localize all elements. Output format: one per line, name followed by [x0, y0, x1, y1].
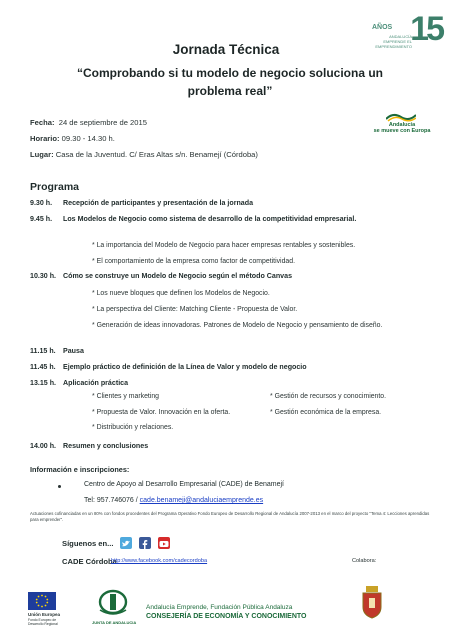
cade-label: CADE Córdoba [62, 557, 117, 566]
contact-phone: Tel: 957.746076 / [84, 497, 140, 504]
program-entry: Ejemplo práctico de definición de la Línea de Valor y modelo de negocio [63, 363, 307, 371]
program-entry: Cómo se construye un Modelo de Negocio según el método Canvas [63, 272, 293, 280]
page-subtitle: “Comprobando si tu modelo de negocio soluciona un problema real” [76, 66, 383, 98]
facebook-icon[interactable] [139, 537, 151, 549]
logo-anos-text: AÑOS [372, 24, 393, 31]
program-time: 13.15 h. [30, 379, 57, 387]
youtube-icon[interactable] [158, 537, 170, 549]
funding-note: Actuaciones cofinanciadas en un 80% con fondos procedentes del Programa Operativo Fondo Europeo de Desarrollo Regional de Andalucía 2007-2013 en el marco del proyecto "Tema 4: Lecciones aprendidas para emprender". [30, 511, 430, 522]
place-line [30, 150, 258, 159]
eu-label: Unión Europea [28, 612, 61, 617]
program-bullet: * Los nueve bloques que definen los Modelos de Negocio. [92, 290, 270, 297]
schedule-value: 09.30 - 14.30 h. [61, 134, 115, 143]
contact-email-link[interactable]: cade.benameji@andaluciaemprende.es [139, 497, 264, 504]
program-bullet: * La perspectiva del Cliente: Matching Cliente - Propuesta de Valor. [92, 306, 298, 313]
twitter-icon[interactable] [120, 537, 132, 549]
program-time: 11.15 h. [30, 347, 56, 355]
bullet-dot [58, 485, 61, 488]
cade-facebook-link[interactable]: http://www.facebook.com/cadecordoba [111, 558, 208, 564]
colabora-label: Colabora: [352, 558, 377, 564]
schedule-line [30, 134, 115, 143]
program-bullet: * El comportamiento de la empresa como factor de competitividad. [92, 258, 295, 265]
logo-subtext: ANDALUCÍA EMPRENDE EL EMPRENDIMIENTO [375, 34, 412, 49]
program-bullet: * Gestión económica de la empresa. [270, 409, 382, 416]
date-label: Fecha: [30, 118, 55, 127]
footer-line2: CONSEJERÍA DE ECONOMÍA Y CONOCIMIENTO [146, 613, 307, 620]
program-bullet: * Gestión de recursos y conocimiento. [270, 393, 387, 400]
place-label: Lugar: [30, 150, 54, 159]
andalucia-logo-line2: se mueve con Europa [373, 128, 431, 134]
program-time: 10.30 h. [30, 272, 57, 280]
program-time: 9.30 h. [30, 199, 53, 207]
page-title: Jornada Técnica [172, 42, 280, 57]
program-bullet: * Propuesta de Valor. Innovación en la oferta. [92, 409, 231, 416]
program-entry: Pausa [63, 347, 84, 355]
program-heading: Programa [30, 181, 80, 193]
andalucia-logo-line1: Andalucía [388, 122, 416, 128]
program-entry: Recepción de participantes y presentación de la jornada [63, 199, 254, 207]
eu-sublabel: Fondo Europeo de Desarrollo Regional [28, 618, 58, 626]
program-bullet: * Clientes y marketing [92, 393, 160, 400]
eu-flag-icon [28, 592, 56, 610]
social-label: Síguenos en... [62, 539, 114, 548]
benameji-crest-icon [360, 585, 384, 619]
andalucia-europa-logo [372, 112, 432, 142]
program-entry: Resumen y conclusiones [63, 442, 149, 450]
program-time: 11.45 h. [30, 363, 56, 371]
logo-number: 15 [410, 10, 442, 48]
program-bullet: * La importancia del Modelo de Negocio para hacer empresas rentables y sostenibles. [92, 242, 356, 249]
contact-heading: Información e inscripciones: [30, 465, 130, 474]
junta-label: JUNTA DE ANDALUCIA [92, 620, 137, 625]
program-bullet: * Generación de ideas innovadoras. Patrones de Modelo de Negocio y pensamiento de diseño. [92, 322, 383, 329]
contact-phone-line [84, 497, 263, 504]
footer-line1: Andalucía Emprende, Fundación Pública Andaluza [146, 604, 293, 611]
contact-centre: Centro de Apoyo al Desarrollo Empresarial (CADE) de Benamejí [84, 481, 284, 488]
program-entry: Los Modelos de Negocio como sistema de desarrollo de la competitividad empresarial. [63, 215, 357, 223]
program-time: 9.45 h. [30, 215, 53, 223]
schedule-label: Horario: [30, 134, 60, 143]
program-bullet: * Distribución y relaciones. [92, 424, 174, 431]
program-time: 14.00 h. [30, 442, 57, 450]
wave-icon [386, 112, 416, 122]
date-line [30, 118, 147, 127]
date-value: 24 de septiembre de 2015 [58, 118, 147, 127]
place-value: Casa de la Juventud. C/ Eras Altas s/n. Benamejí (Córdoba) [55, 150, 258, 159]
program-entry: Aplicación práctica [63, 379, 129, 387]
junta-andalucia-logo [94, 588, 132, 616]
